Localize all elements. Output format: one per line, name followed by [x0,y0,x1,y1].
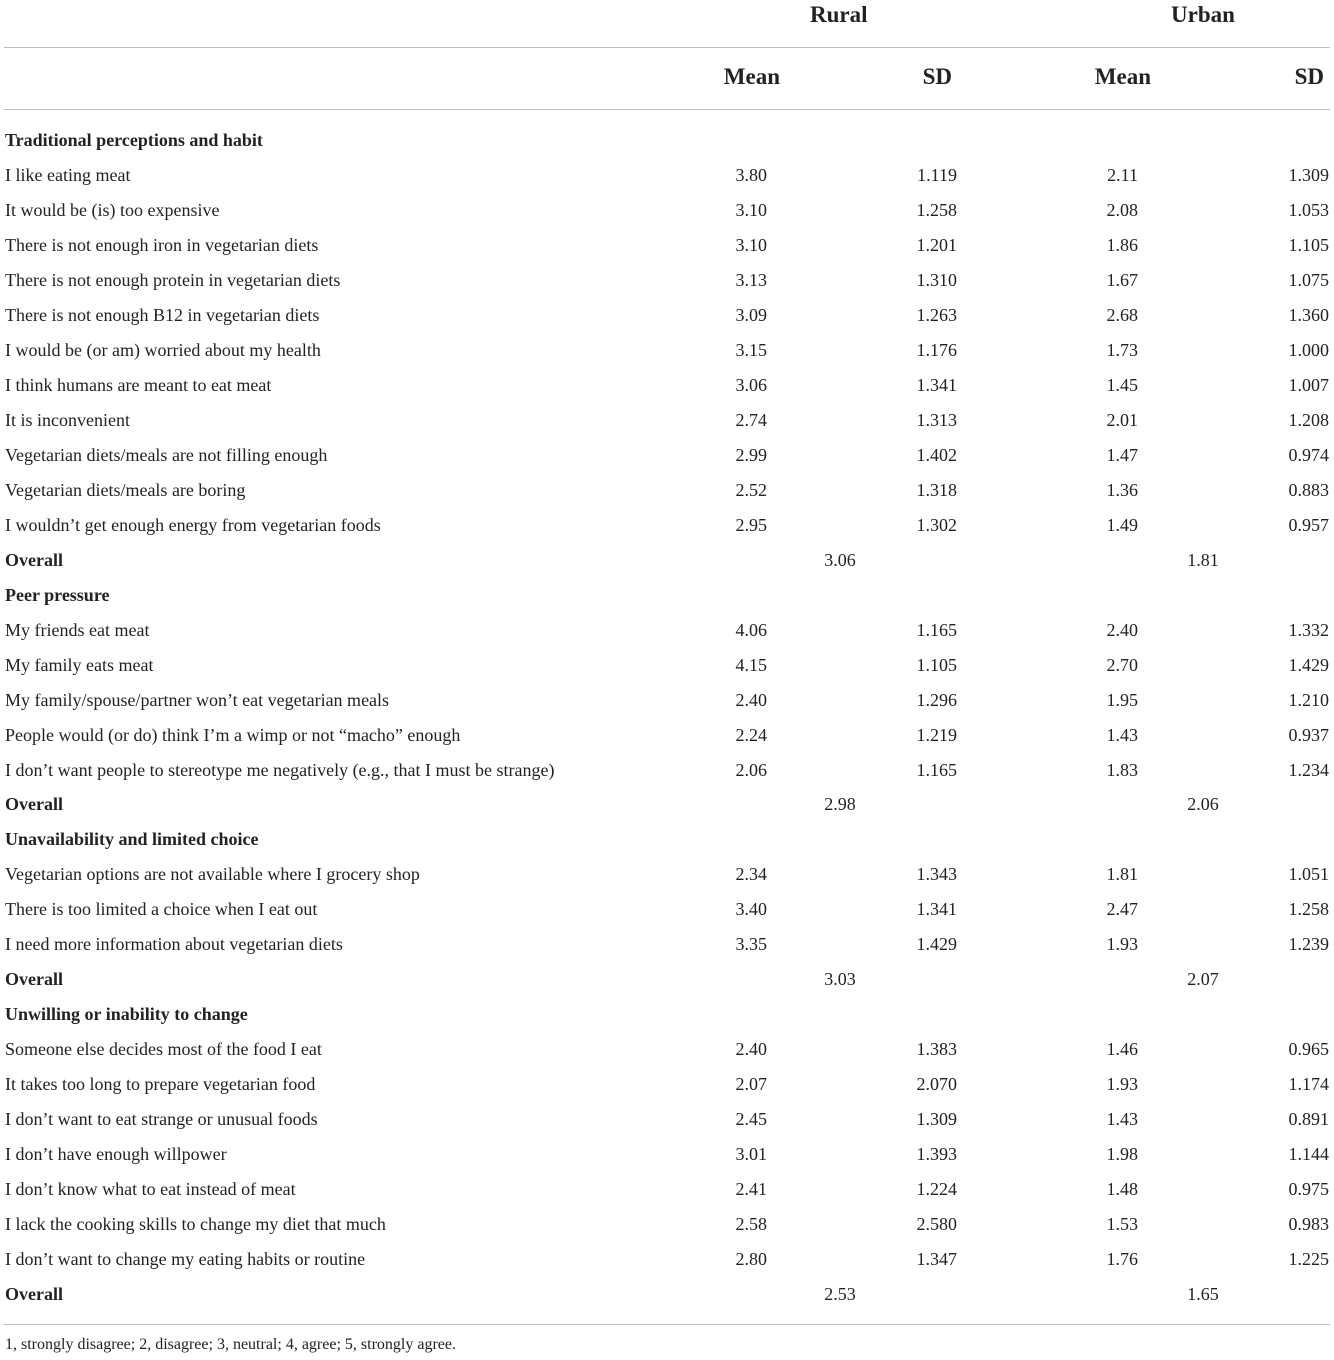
rural-mean-cell: 2.80 [735,1249,767,1269]
overall-label: Overall [5,969,63,990]
row-label: I like eating meat [5,165,131,185]
row-label: My family eats meat [5,654,154,675]
row-label: I would be (or am) worried about my health [5,339,321,360]
urban-overall-cell: 1.65 [1187,1284,1219,1304]
header-urban-mean: Mean [1094,64,1151,89]
section-heading: Traditional perceptions and habit [5,130,263,150]
overall-label: Overall [5,794,63,815]
header-divider [4,47,1330,48]
urban-sd-cell: 1.105 [1288,234,1329,255]
urban-overall-cell: 2.07 [1187,969,1219,990]
urban-mean-cell: 1.46 [1106,1039,1138,1060]
rural-sd-cell: 1.343 [916,864,957,885]
rural-sd-cell: 1.309 [916,1109,957,1130]
rural-mean-cell: 2.52 [735,479,767,500]
row-label: Vegetarian diets/meals are boring [5,479,246,500]
urban-mean-cell: 2.68 [1106,304,1138,325]
urban-sd-cell: 1.174 [1288,1074,1329,1095]
rural-mean-cell: 3.06 [735,374,767,395]
urban-sd-cell: 1.000 [1288,339,1329,360]
rural-sd-cell: 1.313 [916,409,957,430]
rural-mean-cell: 3.10 [735,234,767,255]
rural-mean-cell: 3.15 [735,339,767,360]
urban-sd-cell: 1.360 [1288,304,1329,325]
row-label: I don’t want to eat strange or unusual foods [5,1109,318,1130]
urban-mean-cell: 2.01 [1106,409,1138,430]
urban-sd-cell: 0.975 [1288,1179,1329,1200]
row-label: I don’t want to change my eating habits or routine [5,1249,366,1269]
urban-mean-cell: 1.43 [1106,1109,1138,1130]
rural-mean-cell: 3.40 [735,899,767,920]
urban-mean-cell: 2.11 [1107,165,1138,185]
urban-mean-cell: 1.67 [1106,269,1138,290]
urban-sd-cell: 0.974 [1288,444,1329,465]
rural-mean-cell: 2.74 [735,409,767,430]
row-label: I lack the cooking skills to change my diet that much [5,1214,386,1235]
urban-sd-cell: 1.429 [1288,654,1329,675]
rural-sd-cell: 1.429 [916,934,957,955]
rural-mean-cell: 2.40 [735,1039,767,1060]
rural-sd-cell: 1.296 [916,689,957,710]
rural-sd-cell: 1.383 [916,1039,957,1060]
urban-sd-cell: 1.309 [1288,165,1329,185]
urban-mean-cell: 1.36 [1106,479,1138,500]
rural-sd-cell: 1.105 [916,654,957,675]
row-label: I wouldn’t get enough energy from vegetarian foods [5,514,381,535]
urban-mean-cell: 1.86 [1106,234,1138,255]
rural-sd-cell: 1.347 [916,1249,957,1269]
header-rural-mean: Mean [723,64,780,89]
rural-mean-cell: 2.06 [735,759,767,780]
urban-sd-cell: 1.225 [1288,1249,1329,1269]
overall-label: Overall [5,1284,63,1304]
header-rural: Rural [810,2,868,27]
section-heading: Unavailability and limited choice [5,829,259,850]
row-label: Someone else decides most of the food I eat [5,1039,322,1060]
header-urban: Urban [1171,2,1235,27]
rural-sd-cell: 1.302 [916,514,957,535]
rural-sd-cell: 1.219 [916,724,957,745]
row-label: Vegetarian diets/meals are not filling enough [5,444,328,465]
rural-mean-cell: 2.41 [735,1179,767,1200]
urban-sd-cell: 0.937 [1288,724,1329,745]
urban-overall-cell: 2.06 [1187,794,1219,815]
row-label: It is inconvenient [5,409,130,430]
urban-mean-cell: 1.95 [1106,689,1138,710]
rural-sd-cell: 1.393 [916,1144,957,1165]
rural-mean-cell: 2.24 [735,724,767,745]
rural-sd-cell: 1.402 [916,444,957,465]
urban-mean-cell: 1.93 [1106,1074,1138,1095]
urban-sd-cell: 1.234 [1288,759,1329,780]
urban-mean-cell: 1.47 [1106,444,1138,465]
urban-mean-cell: 1.53 [1106,1214,1138,1235]
row-label: I don’t know what to eat instead of meat [5,1179,296,1200]
urban-sd-cell: 0.891 [1288,1109,1329,1130]
rural-mean-cell: 3.35 [735,934,767,955]
rural-mean-cell: 2.45 [735,1109,767,1130]
rural-sd-cell: 1.263 [916,304,957,325]
urban-sd-cell: 1.258 [1288,899,1329,920]
row-label: I think humans are meant to eat meat [5,374,272,395]
urban-mean-cell: 2.70 [1106,654,1138,675]
section-heading: Peer pressure [5,584,110,605]
urban-mean-cell: 1.73 [1106,339,1138,360]
urban-sd-cell: 1.144 [1288,1144,1329,1165]
rural-mean-cell: 3.09 [735,304,767,325]
rural-mean-cell: 4.15 [735,654,767,675]
row-label: There is not enough protein in vegetarian diets [5,269,341,290]
urban-mean-cell: 2.40 [1106,619,1138,640]
urban-sd-cell: 1.210 [1288,689,1329,710]
rural-sd-cell: 1.119 [917,165,957,185]
urban-mean-cell: 1.93 [1106,934,1138,955]
rural-sd-cell: 1.165 [916,759,957,780]
row-label: I don’t want people to stereotype me negatively (e.g., that I must be strange) [5,759,555,780]
rural-sd-cell: 1.201 [916,234,957,255]
row-label: My family/spouse/partner won’t eat vegetarian meals [5,689,390,710]
rural-sd-cell: 2.070 [916,1074,957,1095]
rural-sd-cell: 1.341 [916,899,957,920]
urban-sd-cell: 0.883 [1288,479,1329,500]
row-label: I don’t have enough willpower [5,1144,227,1165]
rural-mean-cell: 2.99 [735,444,767,465]
urban-mean-cell: 1.76 [1106,1249,1138,1269]
urban-mean-cell: 1.83 [1106,759,1138,780]
row-label: People would (or do) think I’m a wimp or not “macho” enough [5,724,461,745]
rural-sd-cell: 1.318 [916,479,957,500]
rural-sd-cell: 1.165 [916,619,957,640]
urban-mean-cell: 2.08 [1106,199,1138,220]
rural-mean-cell: 2.34 [735,864,767,885]
rural-overall-cell: 2.53 [824,1284,856,1304]
urban-sd-cell: 1.075 [1288,269,1329,290]
rural-mean-cell: 3.10 [735,199,767,220]
header-bottom-rule [4,109,1330,110]
row-label: There is too limited a choice when I eat out [5,899,318,920]
urban-overall-cell: 1.81 [1187,549,1219,570]
rural-mean-cell: 3.01 [735,1144,767,1165]
urban-sd-cell: 1.053 [1288,199,1329,220]
urban-sd-cell: 0.983 [1288,1214,1329,1235]
rural-sd-cell: 1.310 [916,269,957,290]
urban-mean-cell: 2.47 [1106,899,1138,920]
urban-sd-cell: 1.007 [1288,374,1329,395]
overall-label: Overall [5,549,63,570]
rural-overall-cell: 3.06 [824,549,856,570]
rural-sd-cell: 2.580 [916,1214,957,1235]
urban-mean-cell: 1.98 [1106,1144,1138,1165]
rural-mean-cell: 2.40 [735,689,767,710]
rural-overall-cell: 2.98 [824,794,856,815]
rural-mean-cell: 2.95 [735,514,767,535]
header-urban-sd: SD [1294,64,1324,89]
urban-mean-cell: 1.48 [1106,1179,1138,1200]
urban-sd-cell: 1.051 [1288,864,1329,885]
rural-mean-cell: 2.58 [735,1214,767,1235]
row-label: There is not enough iron in vegetarian diets [5,234,319,255]
urban-sd-cell: 1.208 [1288,409,1329,430]
rural-mean-cell: 3.80 [735,165,767,185]
row-label: It takes too long to prepare vegetarian food [5,1074,316,1095]
urban-mean-cell: 1.49 [1106,514,1138,535]
row-label: It would be (is) too expensive [5,199,220,220]
rural-sd-cell: 1.224 [916,1179,957,1200]
urban-sd-cell: 1.239 [1288,934,1329,955]
rural-sd-cell: 1.341 [916,374,957,395]
urban-sd-cell: 0.965 [1288,1039,1329,1060]
row-label: My friends eat meat [5,619,150,640]
rural-sd-cell: 1.176 [916,339,957,360]
rural-mean-cell: 2.07 [735,1074,767,1095]
header-rural-sd: SD [922,64,952,89]
urban-sd-cell: 1.332 [1288,619,1329,640]
urban-mean-cell: 1.45 [1106,374,1138,395]
row-label: There is not enough B12 in vegetarian diets [5,304,320,325]
rural-mean-cell: 3.13 [735,269,767,290]
row-label: Vegetarian options are not available where I grocery shop [5,864,420,885]
table-footnote: 1, strongly disagree; 2, disagree; 3, neutral; 4, agree; 5, strongly agree. [5,1336,456,1353]
rural-overall-cell: 3.03 [824,969,856,990]
rural-mean-cell: 4.06 [735,619,767,640]
urban-sd-cell: 0.957 [1288,514,1329,535]
table-bottom-rule [4,1324,1330,1325]
row-label: I need more information about vegetarian diets [5,934,343,955]
urban-mean-cell: 1.81 [1106,864,1138,885]
rural-sd-cell: 1.258 [916,199,957,220]
urban-mean-cell: 1.43 [1106,724,1138,745]
section-heading: Unwilling or inability to change [5,1004,248,1025]
